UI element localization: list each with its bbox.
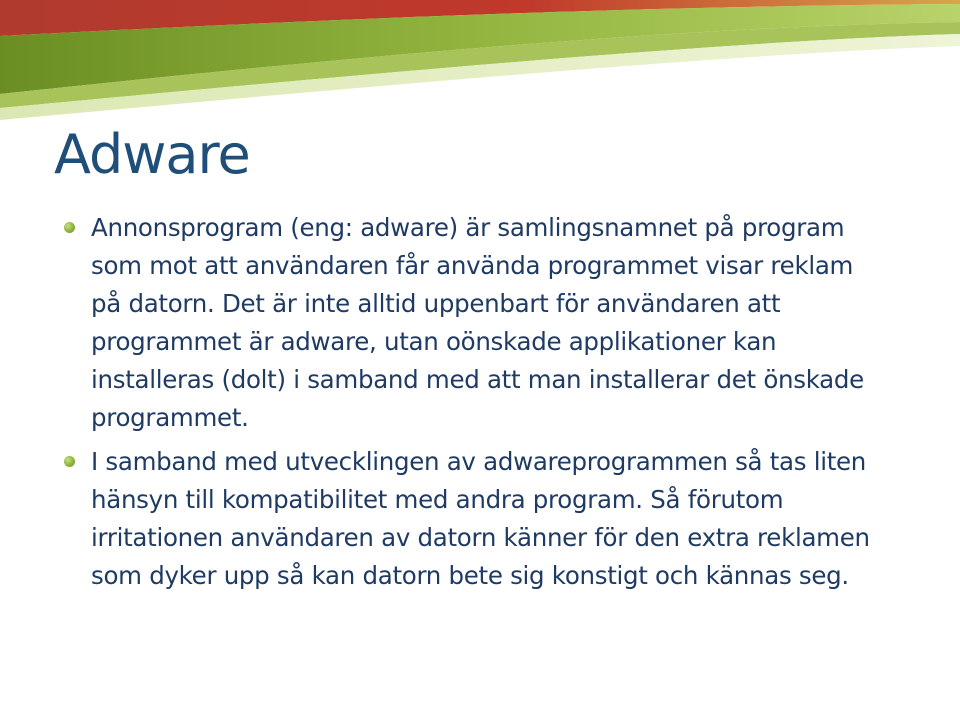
- bullet-text: Annonsprogram (eng: adware) är samlingsnamnet på program som mot att användaren får använda programmet visar reklam på datorn. Det är inte alltid uppenbart för användaren att programmet är adware, utan oönskade applikationer kan installeras (dolt) i samband med att man installerar det önskade programmet.: [91, 213, 864, 432]
- header-banner-graphic: [0, 0, 960, 120]
- bullet-item: [64, 443, 884, 595]
- bullet-dot-icon: [64, 456, 75, 467]
- bullet-list: [64, 209, 884, 595]
- bullet-dot-icon: [64, 222, 75, 233]
- bullet-text: I samband med utvecklingen av adwareprogrammen så tas liten hänsyn till kompatibilitet med andra program. Så förutom irritationen användaren av datorn känner för den extra reklamen som dyker upp så kan datorn bete sig konstigt och kännas seg.: [91, 447, 870, 590]
- slide-title: Adware: [54, 123, 250, 186]
- bullet-item: [64, 209, 884, 437]
